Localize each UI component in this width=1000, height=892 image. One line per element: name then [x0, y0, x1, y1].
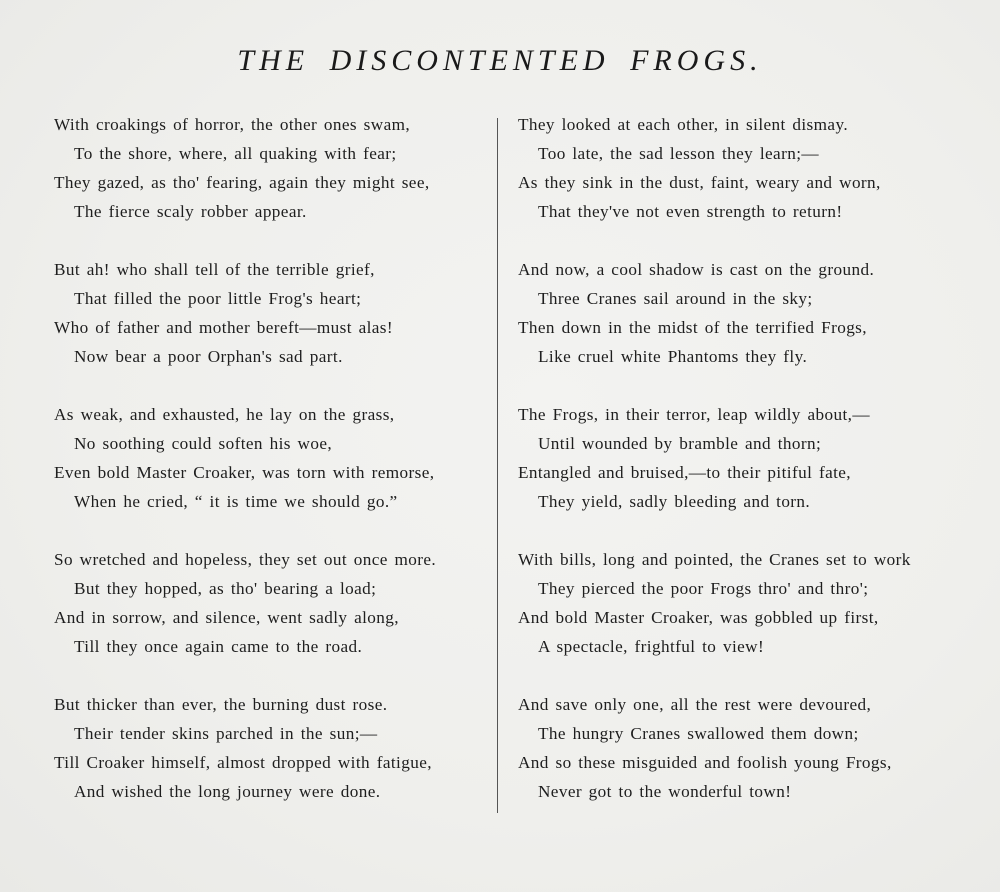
verse-line: But ah! who shall tell of the terrible grief,	[54, 260, 375, 279]
poem-title: THE DISCONTENTED FROGS.	[237, 44, 763, 77]
verse-line: And now, a cool shadow is cast on the ground.	[518, 260, 875, 279]
verse-line: Who of father and mother bereft—must alas!	[54, 318, 394, 337]
verse-line: Three Cranes sail around in the sky;	[538, 289, 813, 308]
verse-line: To the shore, where, all quaking with fear;	[74, 144, 397, 163]
stanza	[518, 110, 948, 226]
stanza	[518, 400, 948, 516]
verse-line: A spectacle, frightful to view!	[538, 637, 765, 656]
stanza	[54, 110, 484, 226]
verse-line: No soothing could soften his woe,	[74, 434, 333, 453]
verse-line: Then down in the midst of the terrified Frogs,	[518, 318, 867, 337]
verse-line: So wretched and hopeless, they set out once more.	[54, 550, 437, 569]
verse-line: And in sorrow, and silence, went sadly along,	[54, 608, 399, 627]
stanza	[54, 545, 484, 661]
verse-line: And so these misguided and foolish young Frogs,	[518, 753, 892, 772]
verse-line: But thicker than ever, the burning dust rose.	[54, 695, 388, 714]
verse-line: Till they once again came to the road.	[74, 637, 363, 656]
column-divider	[497, 118, 498, 813]
verse-line: Until wounded by bramble and thorn;	[538, 434, 822, 453]
verse-line: Too late, the sad lesson they learn;—	[538, 144, 819, 163]
verse-line: But they hopped, as tho' bearing a load;	[74, 579, 377, 598]
stanza	[518, 690, 948, 806]
stanza	[518, 545, 948, 661]
verse-line: Their tender skins parched in the sun;—	[74, 724, 378, 743]
verse-line: When he cried, “ it is time we should go.”	[74, 492, 398, 511]
verse-line: That they've not even strength to return!	[538, 202, 843, 221]
verse-line: As they sink in the dust, faint, weary and worn,	[518, 173, 881, 192]
verse-line: And save only one, all the rest were devoured,	[518, 695, 872, 714]
verse-line: And bold Master Croaker, was gobbled up first,	[518, 608, 879, 627]
stanza	[518, 255, 948, 371]
verse-line: Never got to the wonderful town!	[538, 782, 792, 801]
verse-line: The hungry Cranes swallowed them down;	[538, 724, 859, 743]
right-column	[518, 110, 948, 835]
verse-line: Entangled and bruised,—to their pitiful fate,	[518, 463, 851, 482]
verse-line: The fierce scaly robber appear.	[74, 202, 307, 221]
verse-line: They yield, sadly bleeding and torn.	[538, 492, 811, 511]
verse-line: And wished the long journey were done.	[74, 782, 381, 801]
verse-line: The Frogs, in their terror, leap wildly about,—	[518, 405, 870, 424]
verse-line: That filled the poor little Frog's heart;	[74, 289, 362, 308]
verse-line: They looked at each other, in silent dismay.	[518, 115, 849, 134]
stanza	[54, 255, 484, 371]
verse-line: Like cruel white Phantoms they fly.	[538, 347, 808, 366]
verse-line: With croakings of horror, the other ones swam,	[54, 115, 411, 134]
verse-line: Till Croaker himself, almost dropped with fatigue,	[54, 753, 432, 772]
left-column	[54, 110, 484, 835]
verse-line: Now bear a poor Orphan's sad part.	[74, 347, 343, 366]
verse-line: They gazed, as tho' fearing, again they might see,	[54, 173, 430, 192]
verse-line: As weak, and exhausted, he lay on the grass,	[54, 405, 395, 424]
stanza	[54, 400, 484, 516]
stanza	[54, 690, 484, 806]
verse-line: Even bold Master Croaker, was torn with remorse,	[54, 463, 435, 482]
verse-line: With bills, long and pointed, the Cranes set to work	[518, 550, 911, 569]
verse-line: They pierced the poor Frogs thro' and thro';	[538, 579, 869, 598]
